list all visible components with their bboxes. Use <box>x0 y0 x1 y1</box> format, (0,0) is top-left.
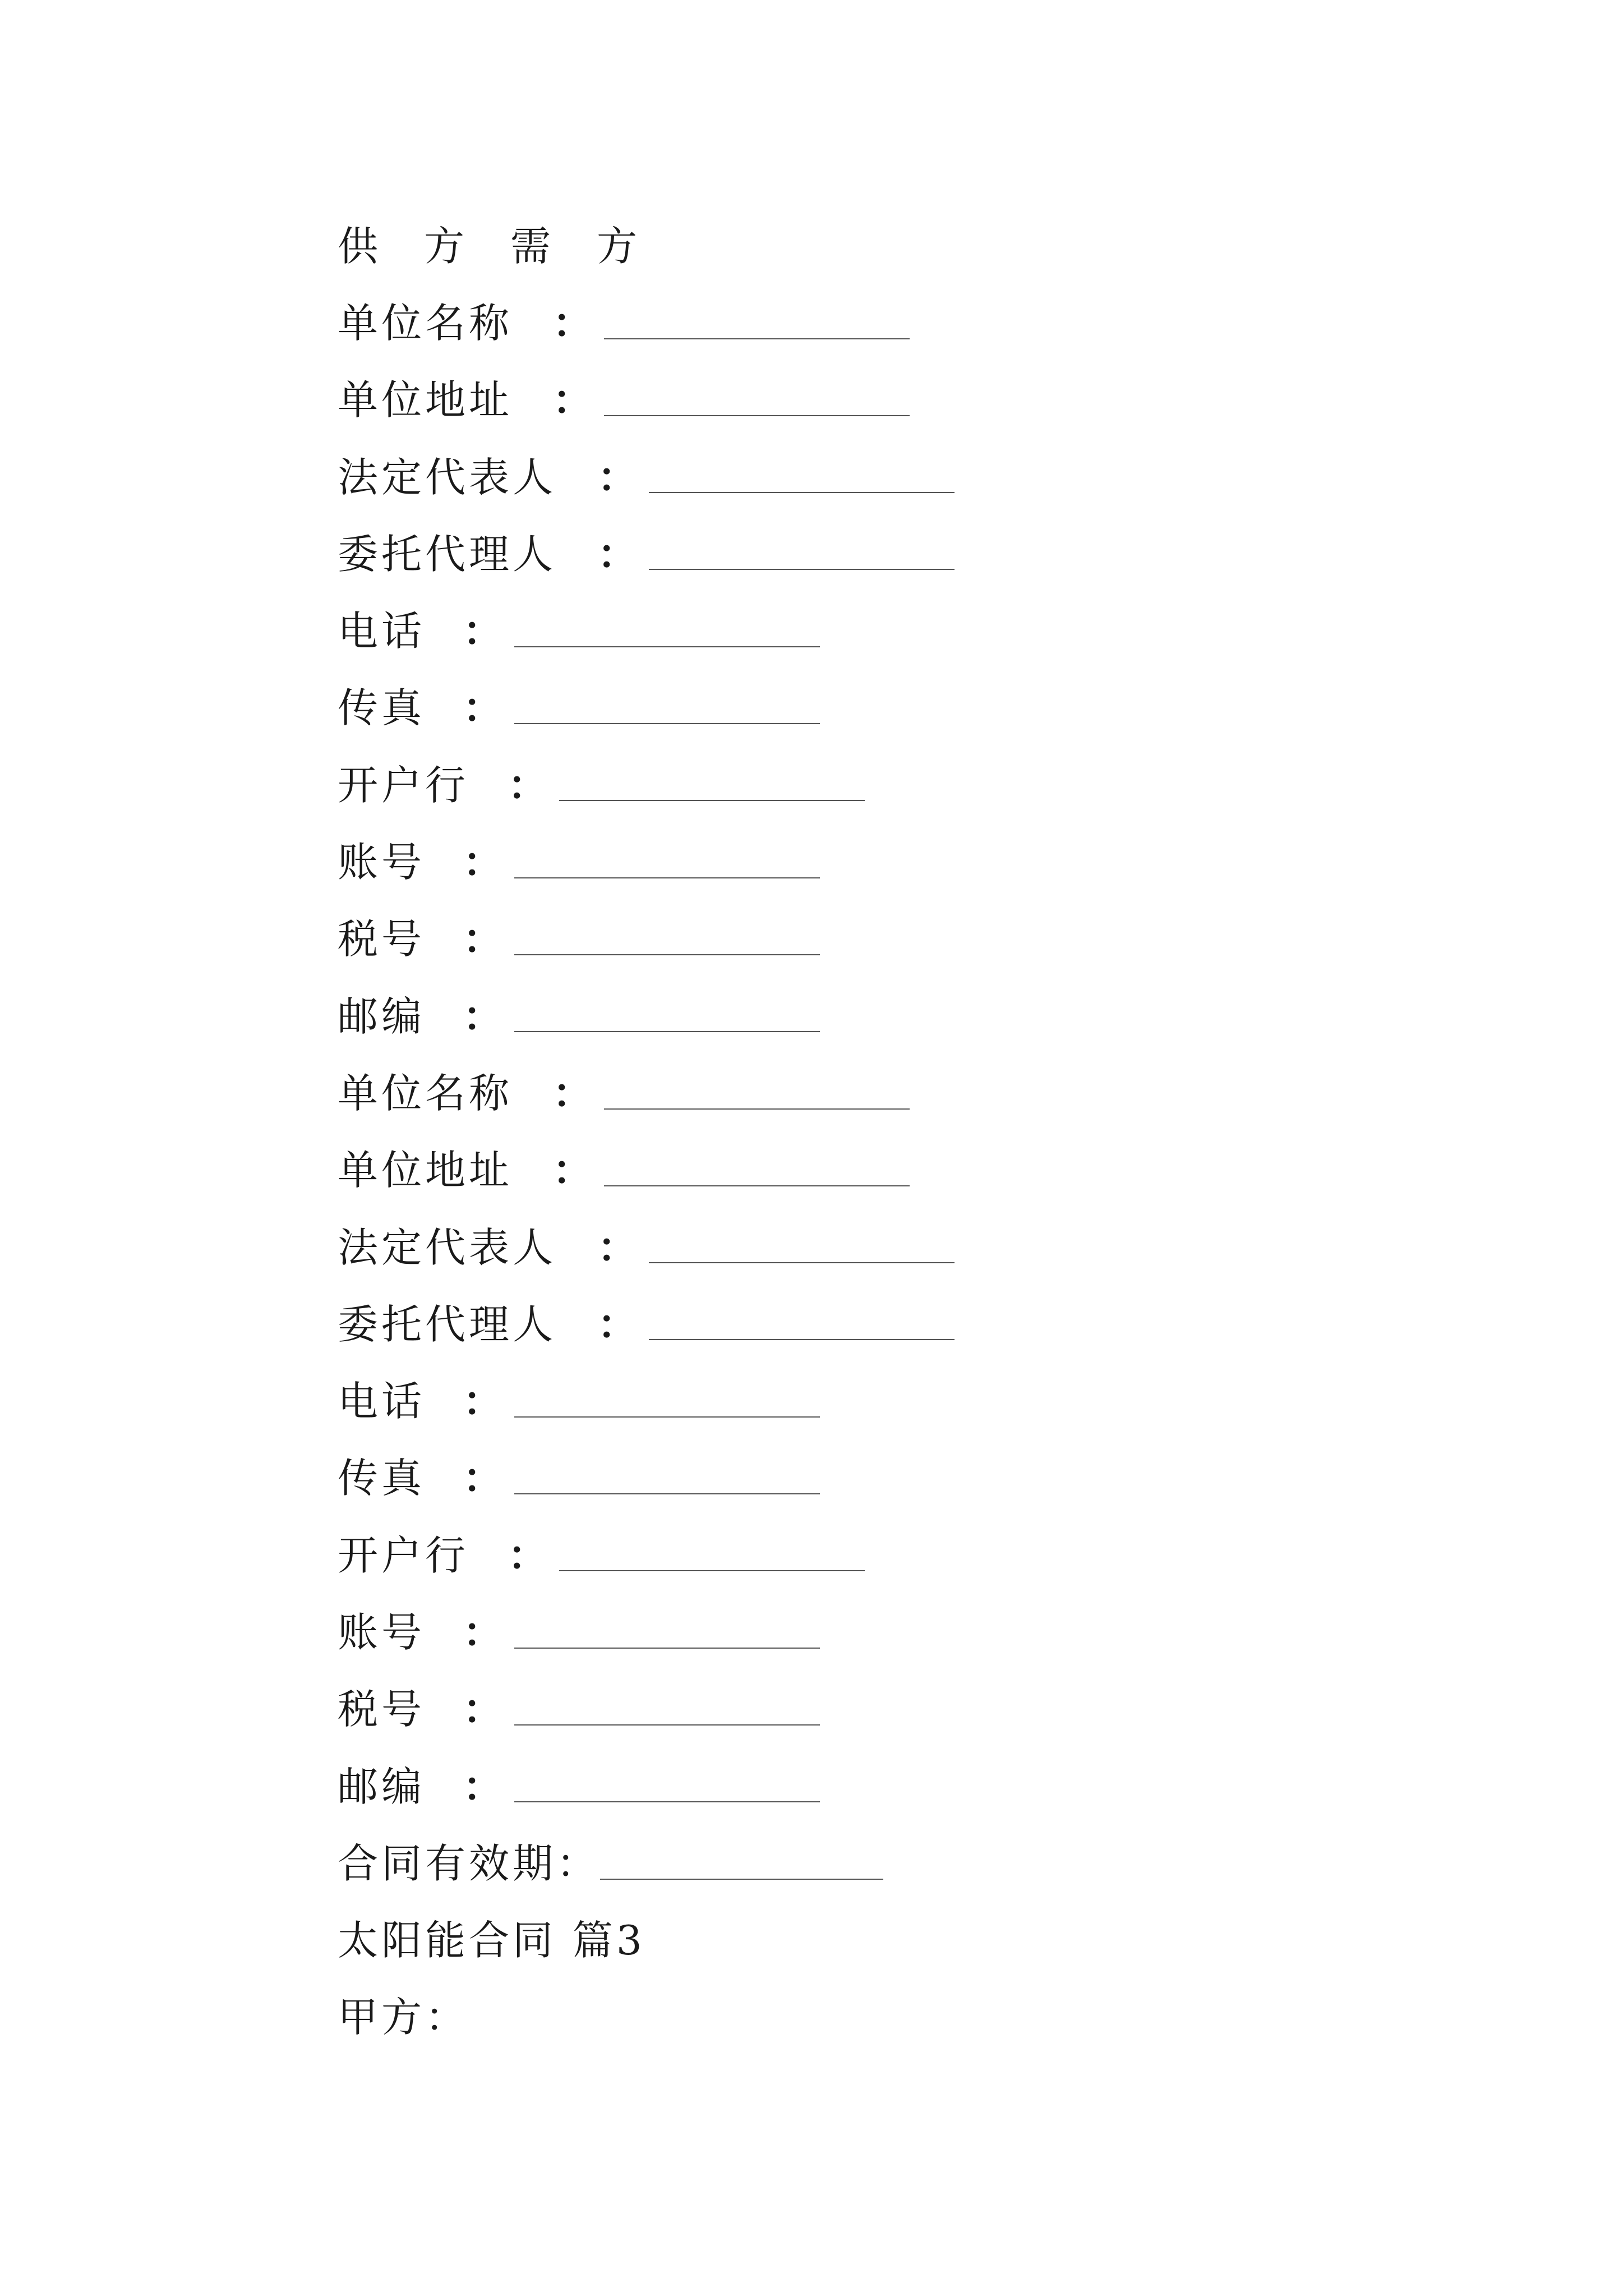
supplier-field-unit-address <box>338 362 1459 439</box>
field-label: 邮编 <box>338 1763 426 1810</box>
field-colon: ： <box>597 1300 638 1348</box>
field-colon: ： <box>508 1531 548 1579</box>
party-a-line <box>338 1979 1459 2056</box>
field-label: 传真 <box>338 1455 426 1502</box>
fill-in-blank[interactable] <box>604 1108 910 1110</box>
field-colon: ： <box>463 1762 504 1810</box>
fill-in-blank[interactable] <box>514 954 820 955</box>
field-label: 单位名称 <box>338 299 513 347</box>
buyer-field-unit-name <box>338 1055 1459 1131</box>
header-word: 需 <box>510 222 551 270</box>
field-label: 电话 <box>338 608 426 655</box>
buyer-field-bank <box>338 1517 1459 1594</box>
supplier-field-fax <box>338 670 1459 747</box>
field-colon: ： <box>597 530 638 578</box>
supplier-field-agent <box>338 516 1459 592</box>
field-colon: ： <box>508 761 548 809</box>
field-colon: ： <box>463 992 504 1040</box>
fill-in-blank[interactable] <box>604 415 910 416</box>
supplier-field-bank <box>338 747 1459 823</box>
field-label: 单位地址 <box>338 1147 513 1194</box>
field-colon: ： <box>463 1454 504 1502</box>
fill-in-blank[interactable] <box>600 1879 883 1880</box>
buyer-field-postcode <box>338 1748 1459 1825</box>
field-label: 单位名称 <box>338 1069 513 1117</box>
fill-in-blank[interactable] <box>514 1648 820 1649</box>
field-label: 邮编 <box>338 992 426 1040</box>
party-a-label: 甲方： <box>338 1994 469 2041</box>
field-colon: ： <box>463 1608 504 1656</box>
validity-label: 合同有效期： <box>338 1839 601 1887</box>
buyer-field-tax-id <box>338 1671 1459 1748</box>
field-colon: ： <box>552 1146 593 1194</box>
fill-in-blank[interactable] <box>514 1801 820 1802</box>
buyer-field-agent <box>338 1286 1459 1363</box>
fill-in-blank[interactable] <box>649 1262 955 1263</box>
field-colon: ： <box>463 838 504 886</box>
fill-in-blank[interactable] <box>514 877 820 878</box>
field-label: 委托代理人 <box>338 1300 557 1348</box>
buyer-field-account <box>338 1594 1459 1671</box>
field-colon: ： <box>552 376 593 424</box>
field-colon: ： <box>597 453 638 501</box>
field-label: 账号 <box>338 1608 426 1656</box>
field-label: 单位地址 <box>338 376 513 424</box>
fill-in-blank[interactable] <box>514 1493 820 1494</box>
header-word: 方 <box>424 222 465 270</box>
fill-in-blank[interactable] <box>649 492 955 493</box>
field-label: 开户行 <box>338 761 469 809</box>
fill-in-blank[interactable] <box>559 1570 865 1571</box>
field-colon: ： <box>552 298 593 347</box>
buyer-field-legal-rep <box>338 1209 1459 1286</box>
field-label: 税号 <box>338 1686 426 1733</box>
header-word: 方 <box>597 222 638 270</box>
field-label: 开户行 <box>338 1531 469 1579</box>
field-colon: ： <box>597 1223 638 1271</box>
fill-in-blank[interactable] <box>649 569 955 570</box>
field-colon: ： <box>463 915 504 963</box>
field-label: 账号 <box>338 839 426 886</box>
buyer-field-unit-address <box>338 1132 1459 1209</box>
field-colon: ： <box>463 607 504 655</box>
contract-validity <box>338 1825 1459 1902</box>
supplier-field-account <box>338 823 1459 900</box>
supplier-field-unit-name <box>338 284 1459 361</box>
contract-body <box>338 208 1459 2056</box>
field-label: 传真 <box>338 684 426 732</box>
field-label: 法定代表人 <box>338 453 557 501</box>
fill-in-blank[interactable] <box>514 723 820 724</box>
section-title-text: 太阳能合同 篇3 <box>338 1917 645 1964</box>
fill-in-blank[interactable] <box>649 1339 955 1340</box>
field-label: 法定代表人 <box>338 1223 557 1271</box>
fill-in-blank[interactable] <box>514 1724 820 1726</box>
field-colon: ： <box>463 1685 504 1733</box>
field-label: 委托代理人 <box>338 530 557 578</box>
buyer-field-fax <box>338 1440 1459 1517</box>
supplier-field-phone <box>338 592 1459 669</box>
section-title <box>338 1902 1459 1979</box>
header-word: 供 <box>338 222 379 270</box>
fill-in-blank[interactable] <box>514 1416 820 1418</box>
field-colon: ： <box>463 684 504 732</box>
party-header <box>338 208 1459 284</box>
supplier-field-tax-id <box>338 901 1459 978</box>
fill-in-blank[interactable] <box>604 1185 910 1186</box>
fill-in-blank[interactable] <box>604 338 910 339</box>
fill-in-blank[interactable] <box>514 1031 820 1032</box>
fill-in-blank[interactable] <box>514 646 820 647</box>
supplier-field-postcode <box>338 978 1459 1055</box>
fill-in-blank[interactable] <box>559 800 865 801</box>
field-label: 税号 <box>338 915 426 963</box>
field-colon: ： <box>552 1069 593 1117</box>
supplier-field-legal-rep <box>338 439 1459 516</box>
field-label: 电话 <box>338 1378 426 1425</box>
buyer-field-phone <box>338 1363 1459 1439</box>
field-colon: ： <box>463 1377 504 1425</box>
